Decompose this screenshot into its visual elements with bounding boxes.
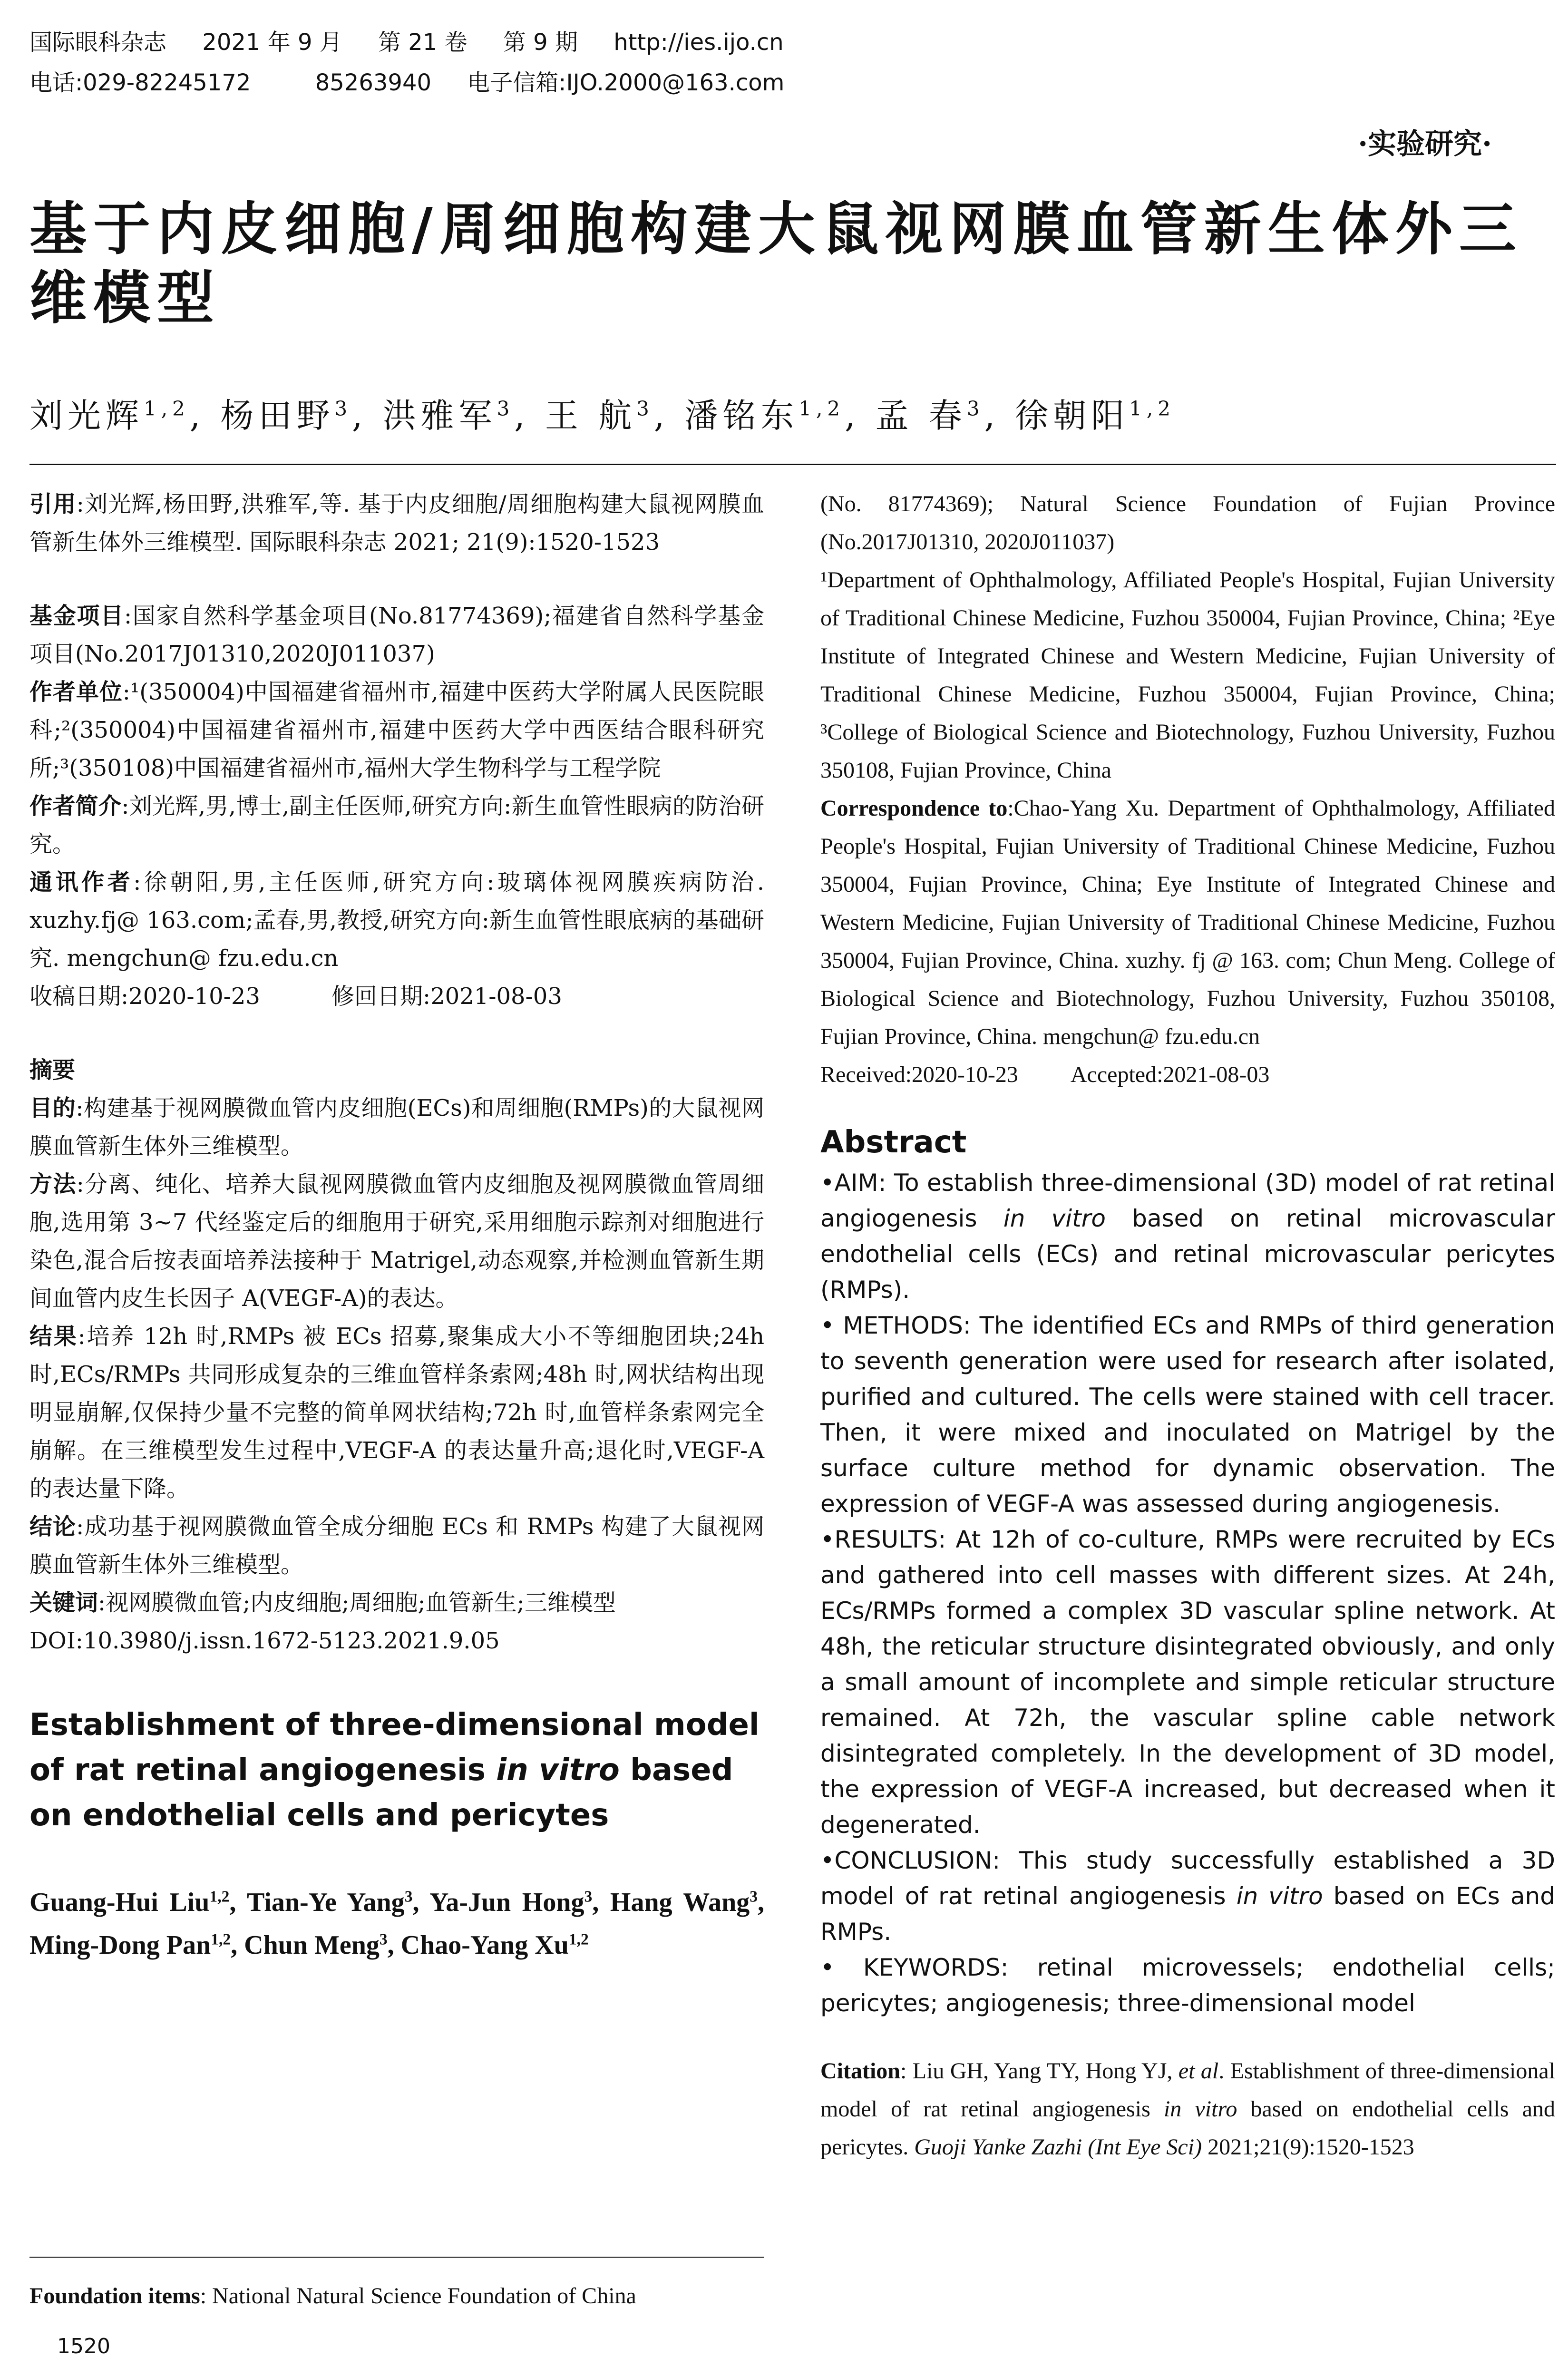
divider-top	[29, 464, 1556, 465]
author-affiliation-mark: 1,2	[211, 1930, 231, 1948]
phone: 电话:029-82245172	[29, 69, 251, 96]
author-name: 杨田野	[220, 396, 335, 435]
affiliations-en: ¹Department of Ophthalmology, Affiliated People's Hospital, Fujian University of Traditional Chinese Medicine, Fuzhou 350004, Fujian Province, China; ²Eye Institute of Integrated Chinese and Western Medicine, Fujian University of Traditional Chinese Medicine, Fuzhou 350004, Fujian Province, China; ³College of Biological Science and Biotechnology, Fuzhou University, Fuzhou 350108, Fujian Province, China	[820, 567, 1555, 783]
author-affiliation-mark: 3	[379, 1930, 388, 1948]
methods-cn: 方法:分离、纯化、培养大鼠视网膜微血管内皮细胞及视网膜微血管周细胞,选用第 3~7 代经鉴定后的细胞用于研究,采用细胞示踪剂对细胞进行染色,混合后按表面培养法接种于 Matrigel,动态观察,并检测血管新生期间血管内皮生长因子 A(VEGF-A)的表达。	[29, 1171, 764, 1312]
article-title-cn: 基于内皮细胞/周细胞构建大鼠视网膜血管新生体外三维模型	[29, 196, 1523, 331]
author-affiliation-mark: 3	[750, 1888, 758, 1906]
author-name: Tian-Ye Yang	[247, 1888, 405, 1917]
journal-email[interactable]: 电子信箱:IJO.2000@163.com	[467, 69, 785, 96]
author-affiliation-mark: 1,2	[568, 1930, 589, 1948]
aim-en: •AIM: To establish three-dimensional (3D) model of rat retinal angiogenesis in vitro based on retinal microvascular endothelial cells (ECs) and retinal microvascular pericytes (RMPs).	[820, 1169, 1555, 1304]
author-name: 徐朝阳	[1015, 396, 1130, 435]
fund-cn: 基金项目:国家自然科学基金项目(No.81774369);福建省自然科学基金项目(No.2017J01310,2020J011037)	[29, 603, 764, 667]
journal-header-line2	[29, 64, 813, 97]
conclusion-en: •CONCLUSION: This study successfully established a 3D model of rat retinal angiogenesis in vitro based on ECs and RMPs.	[820, 1847, 1555, 1946]
foundation-cont: (No. 81774369); Natural Science Foundation of Fujian Province (No.2017J01310, 2020J011037)	[820, 491, 1555, 555]
section-label: ·实验研究·	[1358, 127, 1492, 161]
author-affiliation-mark: 3	[636, 397, 654, 420]
author-name: 洪雅军	[382, 396, 497, 435]
author-name: Hang Wang	[610, 1888, 750, 1917]
methods-en: • METHODS: The identified ECs and RMPs of third generation to seventh generation were used for research after isolated, purified and cultured. The cells were stained with cell tracer. Then, it were mixed and inoculated on Matrigel by the surface culture method for dynamic observation. The expression of VEGF-A was assessed during angiogenesis.	[820, 1312, 1555, 1518]
unit-cn: 作者单位:¹(350004)中国福建省福州市,福建中医药大学附属人民医院眼科;²(350004)中国福建省福州市,福建中医药大学中西医结合眼科研究所;³(350108)中国福建省福州市,福州大学生物科学与工程学院	[29, 679, 764, 781]
author-affiliation-mark: 3	[334, 397, 352, 420]
author-affiliation-mark: 3	[497, 397, 515, 420]
dates-en: Received:2020-10-23 Accepted:2021-08-03	[820, 1062, 1270, 1087]
bio-cn: 作者简介:刘光辉,男,博士,副主任医师,研究方向:新生血管性眼病的防治研究。	[29, 793, 764, 857]
authors-en: Guang-Hui Liu$^{1,2}$, Tian-Ye Yang$^3$, Ya-Jun Hong$^3$, Hang Wang$^3$, Ming-Dong Pan$^{1,2}$, Chun Meng$^3$, Chao-Yang Xu$^{1,2}$	[29, 1888, 765, 1960]
author-name: Ya-Jun Hong	[429, 1888, 584, 1917]
journal-name: 国际眼科杂志	[29, 29, 167, 56]
right-column	[820, 485, 1555, 2166]
author-name: 刘光辉	[29, 396, 144, 435]
authors-cn: 刘光辉$^{1,2}$, 杨田野$^3$, 洪雅军$^3$, 王 航$^3$, 潘铭东$^{1,2}$, 孟 春$^3$, 徐朝阳$^{1,2}$	[29, 396, 1175, 435]
author-affiliation-mark: 3	[966, 397, 984, 420]
foundation-en: Foundation items: National Natural Science Foundation of China	[29, 2283, 636, 2309]
author-name: Chun Meng	[244, 1930, 380, 1960]
article-title-en: Establishment of three-dimensional model of rat retinal angiogenesis in vitro based on endothelial cells and pericytes	[29, 1707, 760, 1833]
abstract-en	[820, 1120, 1555, 2021]
dates-cn: 收稿日期:2020-10-23 修回日期:2021-08-03	[29, 983, 562, 1010]
issue-number: 第 9 期	[503, 29, 578, 56]
aim-cn: 目的:构建基于视网膜微血管内皮细胞(ECs)和周细胞(RMPs)的大鼠视网膜血管新生体外三维模型。	[29, 1095, 764, 1159]
abstract-head-en: Abstract	[820, 1125, 967, 1160]
author-name: Chao-Yang Xu	[400, 1930, 569, 1960]
author-affiliation-mark: 3	[404, 1888, 413, 1906]
keywords-cn: 关键词:视网膜微血管;内皮细胞;周细胞;血管新生;三维模型	[29, 1589, 616, 1616]
abstract-head-cn: 摘要	[29, 1057, 76, 1083]
left-column	[29, 485, 764, 1967]
phone-2: 85263940	[315, 69, 432, 96]
corr-cn: 通讯作者:徐朝阳,男,主任医师,研究方向:玻璃体视网膜疾病防治. xuzhy.fj@ 163.com;孟春,男,教授,研究方向:新生血管性眼底病的基础研究. mengchun@ fzu.edu.cn	[29, 869, 764, 972]
doi[interactable]: DOI:10.3980/j.issn.1672-5123.2021.9.05	[29, 1627, 500, 1654]
results-cn: 结果:培养 12h 时,RMPs 被 ECs 招募,聚集成大小不等细胞团块;24h 时,ECs/RMPs 共同形成复杂的三维血管样条索网;48h 时,网状结构出现明显崩解,仅保持少量不完整的简单网状结构;72h 时,血管样条索网完全崩解。在三维模型发生过程中,VEGF-A 的表达量升高;退化时,VEGF-A 的表达量下降。	[29, 1323, 764, 1502]
author-affiliation-mark: 3	[584, 1888, 593, 1906]
journal-header-line1	[29, 24, 812, 57]
author-name: 潘铭东	[684, 396, 799, 435]
issue-date: 2021 年 9 月	[202, 29, 342, 56]
citation-label: 引用	[29, 491, 77, 517]
keywords-en: • KEYWORDS: retinal microvessels; endothelial cells; pericytes; angiogenesis; three-dimensional model	[820, 1954, 1555, 2017]
divider-footnote	[29, 2257, 764, 2258]
citation-cn: 引用:刘光辉,杨田野,洪雅军,等. 基于内皮细胞/周细胞构建大鼠视网膜血管新生体外三维模型. 国际眼科杂志 2021; 21(9):1520-1523	[29, 491, 764, 555]
volume: 第 21 卷	[378, 29, 467, 56]
author-name: 孟 春	[875, 396, 967, 435]
journal-url[interactable]: http://ies.ijo.cn	[614, 29, 784, 56]
page-number: 1520	[57, 2334, 110, 2358]
author-name: 王 航	[545, 396, 637, 435]
author-affiliation-mark: 1,2	[144, 397, 190, 420]
author-affiliation-mark: 1,2	[1129, 397, 1175, 420]
author-name: Ming-Dong Pan	[29, 1930, 211, 1960]
citation-en: Citation: Liu GH, Yang TY, Hong YJ, et al. Establishment of three-dimensional model of rat retinal angiogenesis in vitro based on endothelial cells and pericytes. Guoji Yanke Zazhi (Int Eye Sci) 2021;21(9):1520-1523	[820, 2058, 1556, 2160]
author-affiliation-mark: 1,2	[209, 1888, 230, 1906]
results-en: •RESULTS: At 12h of co-culture, RMPs were recruited by ECs and gathered into cell masses with different sizes. At 24h, ECs/RMPs formed a complex 3D vascular spline network. At 48h, the reticular structure disintegrated obviously, and only a small amount of incomplete and simple reticular structure remained. At 72h, the vascular spline cable network disintegrated completely. In the development of 3D model, the expression of VEGF-A increased, but decreased when it degenerated.	[820, 1526, 1555, 1839]
conclusion-cn: 结论:成功基于视网膜微血管全成分细胞 ECs 和 RMPs 构建了大鼠视网膜血管新生体外三维模型。	[29, 1513, 764, 1578]
author-affiliation-mark: 1,2	[799, 397, 845, 420]
author-name: Guang-Hui Liu	[29, 1888, 210, 1917]
correspondence-en: Correspondence to:Chao-Yang Xu. Department of Ophthalmology, Affiliated People's Hospital, Fujian University of Traditional Chinese Medicine, Fuzhou 350004, Fujian Province, China; Eye Institute of Integrated Chinese and Western Medicine, Fujian University of Traditional Chinese Medicine, Fuzhou 350004, Fujian Province, China. xuzhy. fj @ 163. com; Chun Meng. College of Biological Science and Biotechnology, Fuzhou University, Fuzhou 350108, Fujian Province, China. mengchun@ fzu.edu.cn	[820, 796, 1555, 1049]
